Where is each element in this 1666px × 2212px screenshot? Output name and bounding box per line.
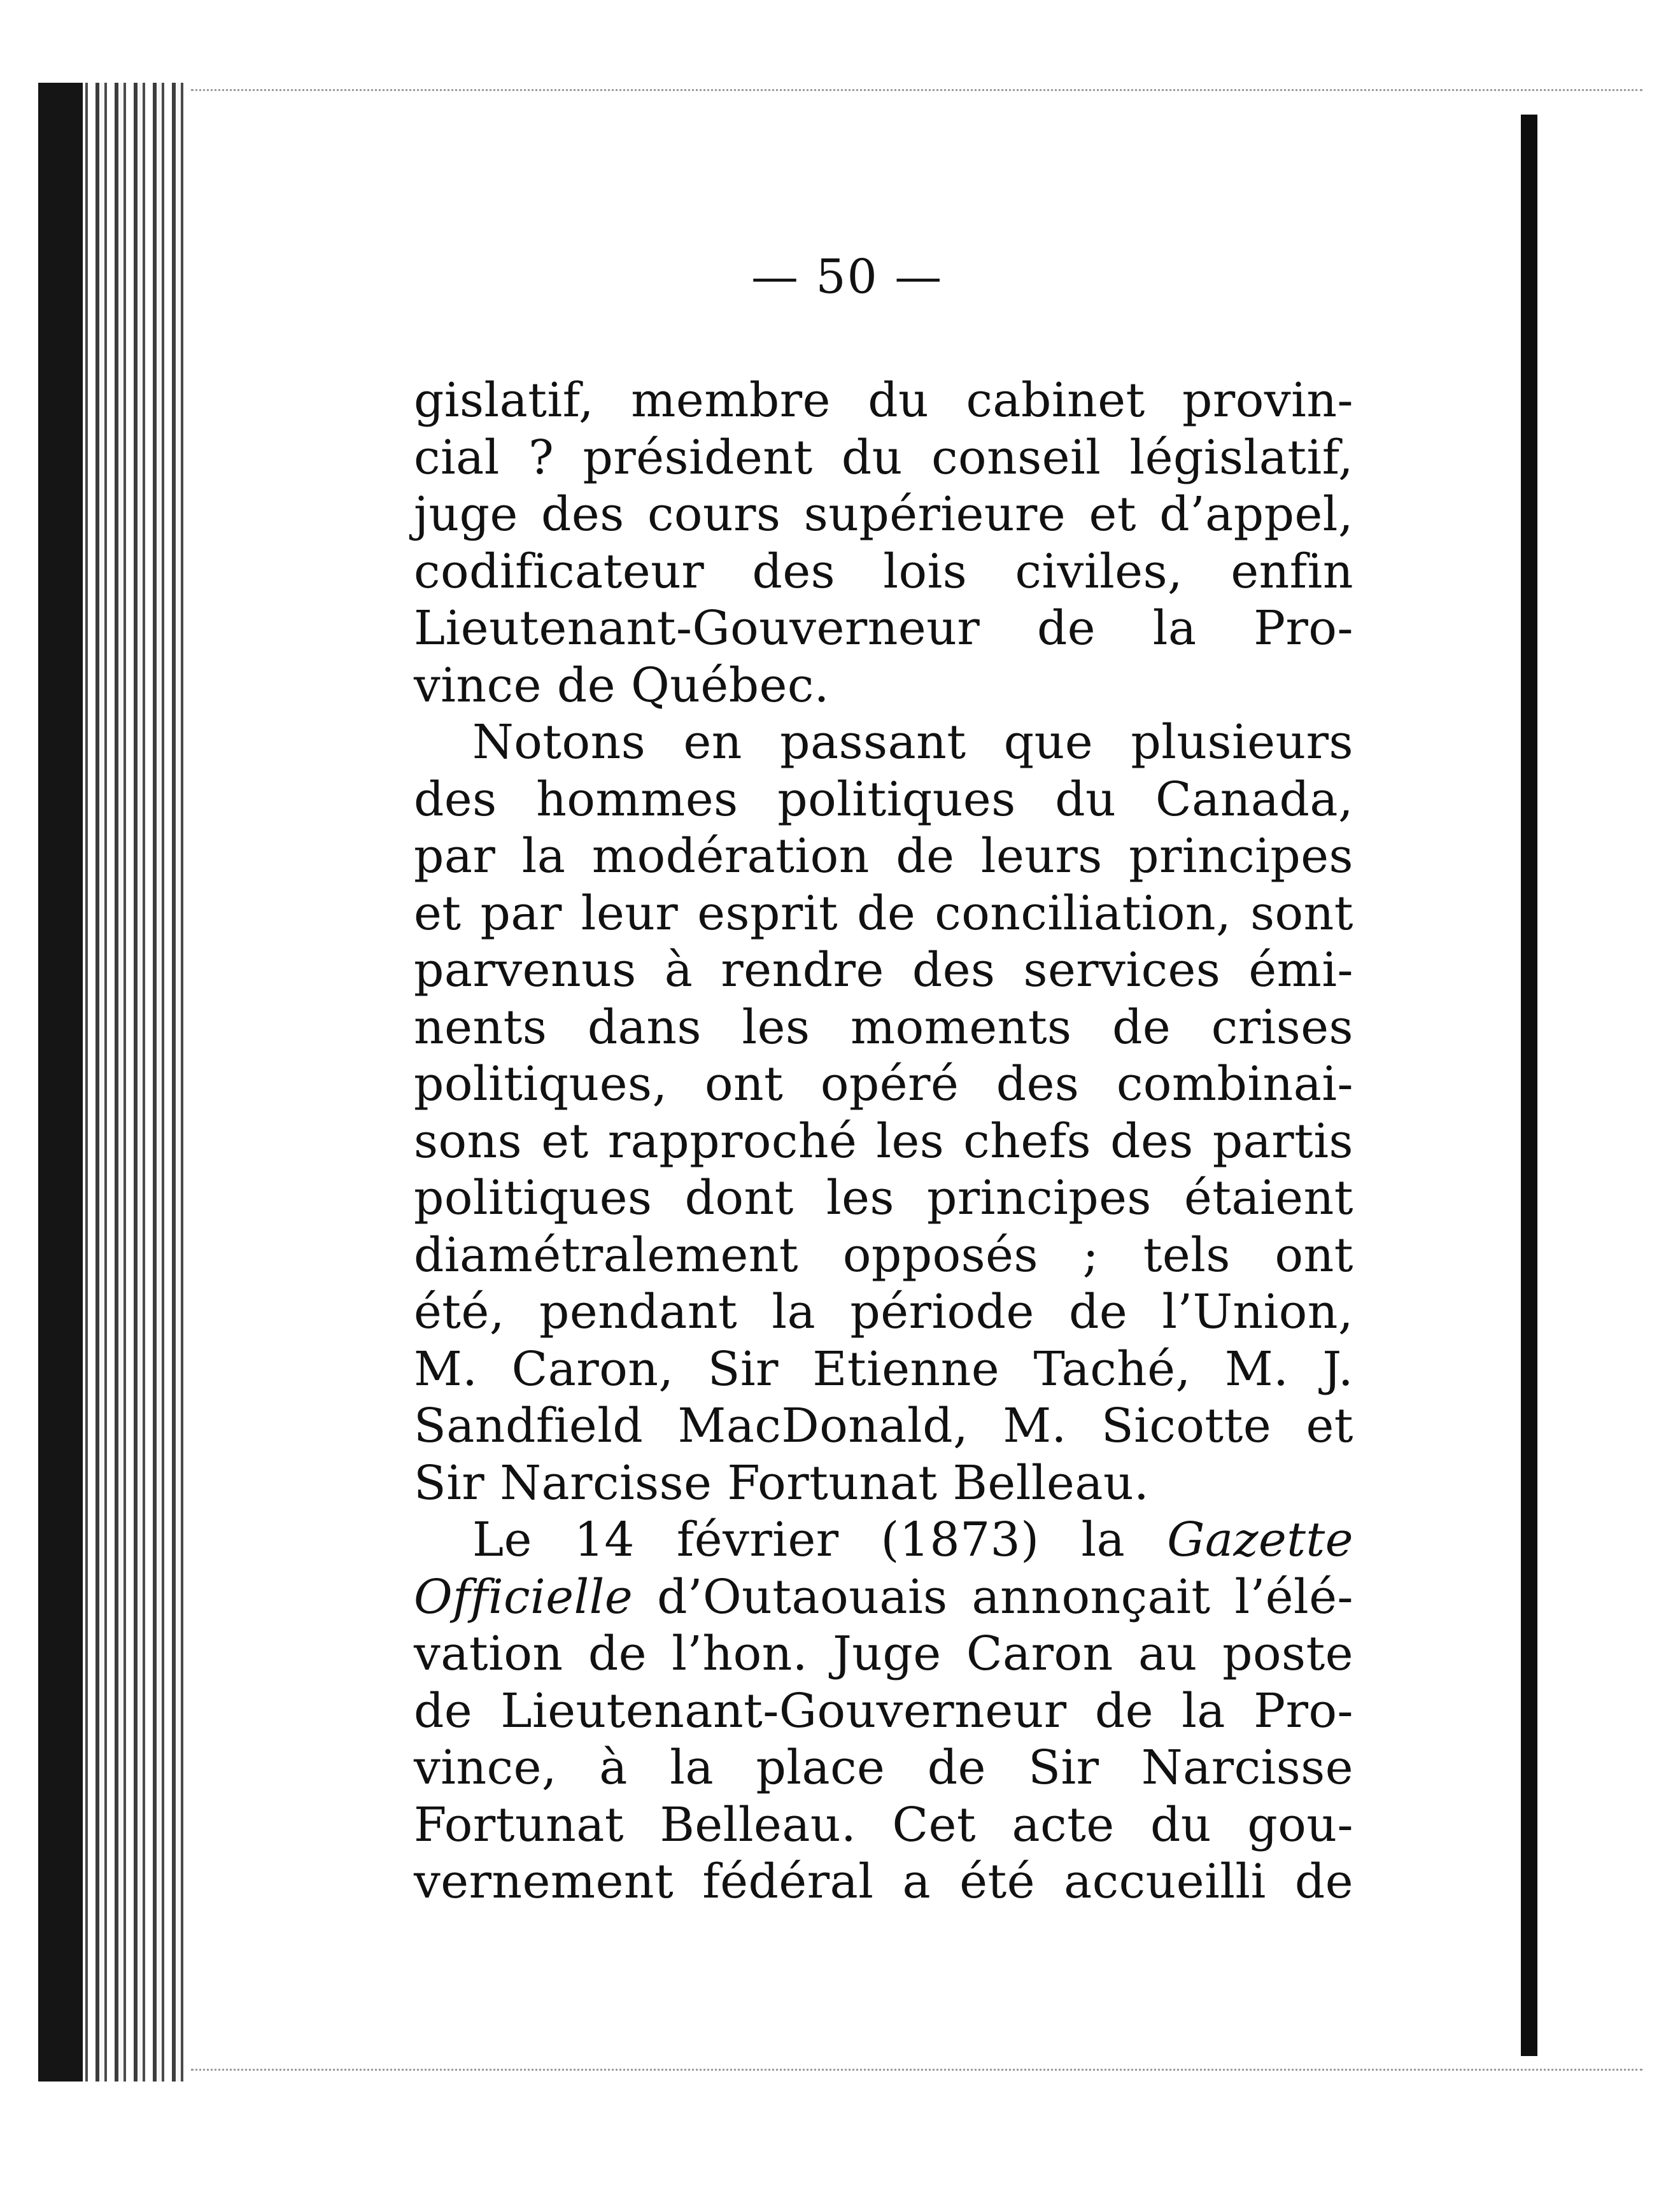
body-text [414,372,1353,1911]
page-right-edge [1521,115,1537,2056]
top-scan-noise [191,89,1642,94]
text-line: et par leur esprit de conciliation, sont [414,885,1353,941]
text-line: parvenus à rendre des services émi- [414,943,1353,997]
text-line: des hommes politiques du Canada, [414,771,1353,827]
text-line: de Lieutenant-Gouverneur de la Pro- [414,1683,1353,1738]
text-line [414,1512,1353,1569]
text-line: codificateur des lois civiles, enfin [414,544,1353,599]
text-line: été, pendant la période de l’Union, [414,1285,1353,1339]
text-line: diamétralement opposés ; tels ont [414,1227,1353,1283]
text-line: politiques dont les principes étaient [414,1171,1353,1225]
italic-title: Gazette [1167,1512,1353,1567]
text-line: Fortunat Belleau. Cet acte du gou- [414,1797,1353,1852]
body-lines [414,372,1353,1512]
text-line: par la modération de leurs principes [414,829,1353,884]
text-line: vince, à la place de Sir Narcisse [414,1740,1353,1795]
text-line: Lieutenant-Gouverneur de la Pro- [414,601,1353,656]
text-line: politiques, ont opéré des combinai- [414,1057,1353,1111]
text-line: Sir Narcisse Fortunat Belleau. [414,1455,1150,1511]
binding-shadow [38,83,83,2082]
text-run: Le 14 février (1873) la [472,1512,1168,1567]
text-line: nents dans les moments de crises [414,999,1353,1055]
text-line: M. Caron, Sir Etienne Taché, M. J. [414,1341,1353,1397]
text-line: gislatif, membre du cabinet provin- [414,373,1353,428]
text-line: cial ? président du conseil législatif, [414,430,1353,485]
text-line: vation de l’hon. Juge Caron au poste [414,1626,1353,1681]
text-line: sons et rapproché les chefs des partis [414,1113,1353,1169]
text-line: Notons en passant que plusieurs [472,715,1353,770]
text-run: d’Outaouais annonçait l’élé- [633,1569,1353,1624]
bottom-scan-noise [191,2069,1642,2073]
text-line [414,1569,1353,1626]
page-number: — 50 — [751,250,943,304]
text-line: juge des cours supérieure et d’appel, [414,487,1353,542]
text-line: Sandfield MacDonald, M. Sicotte et [414,1398,1353,1453]
italic-title: Officielle [414,1569,633,1624]
text-line: vince de Québec. [414,658,829,713]
text-line: vernement fédéral a été accueilli de [414,1854,1353,1909]
